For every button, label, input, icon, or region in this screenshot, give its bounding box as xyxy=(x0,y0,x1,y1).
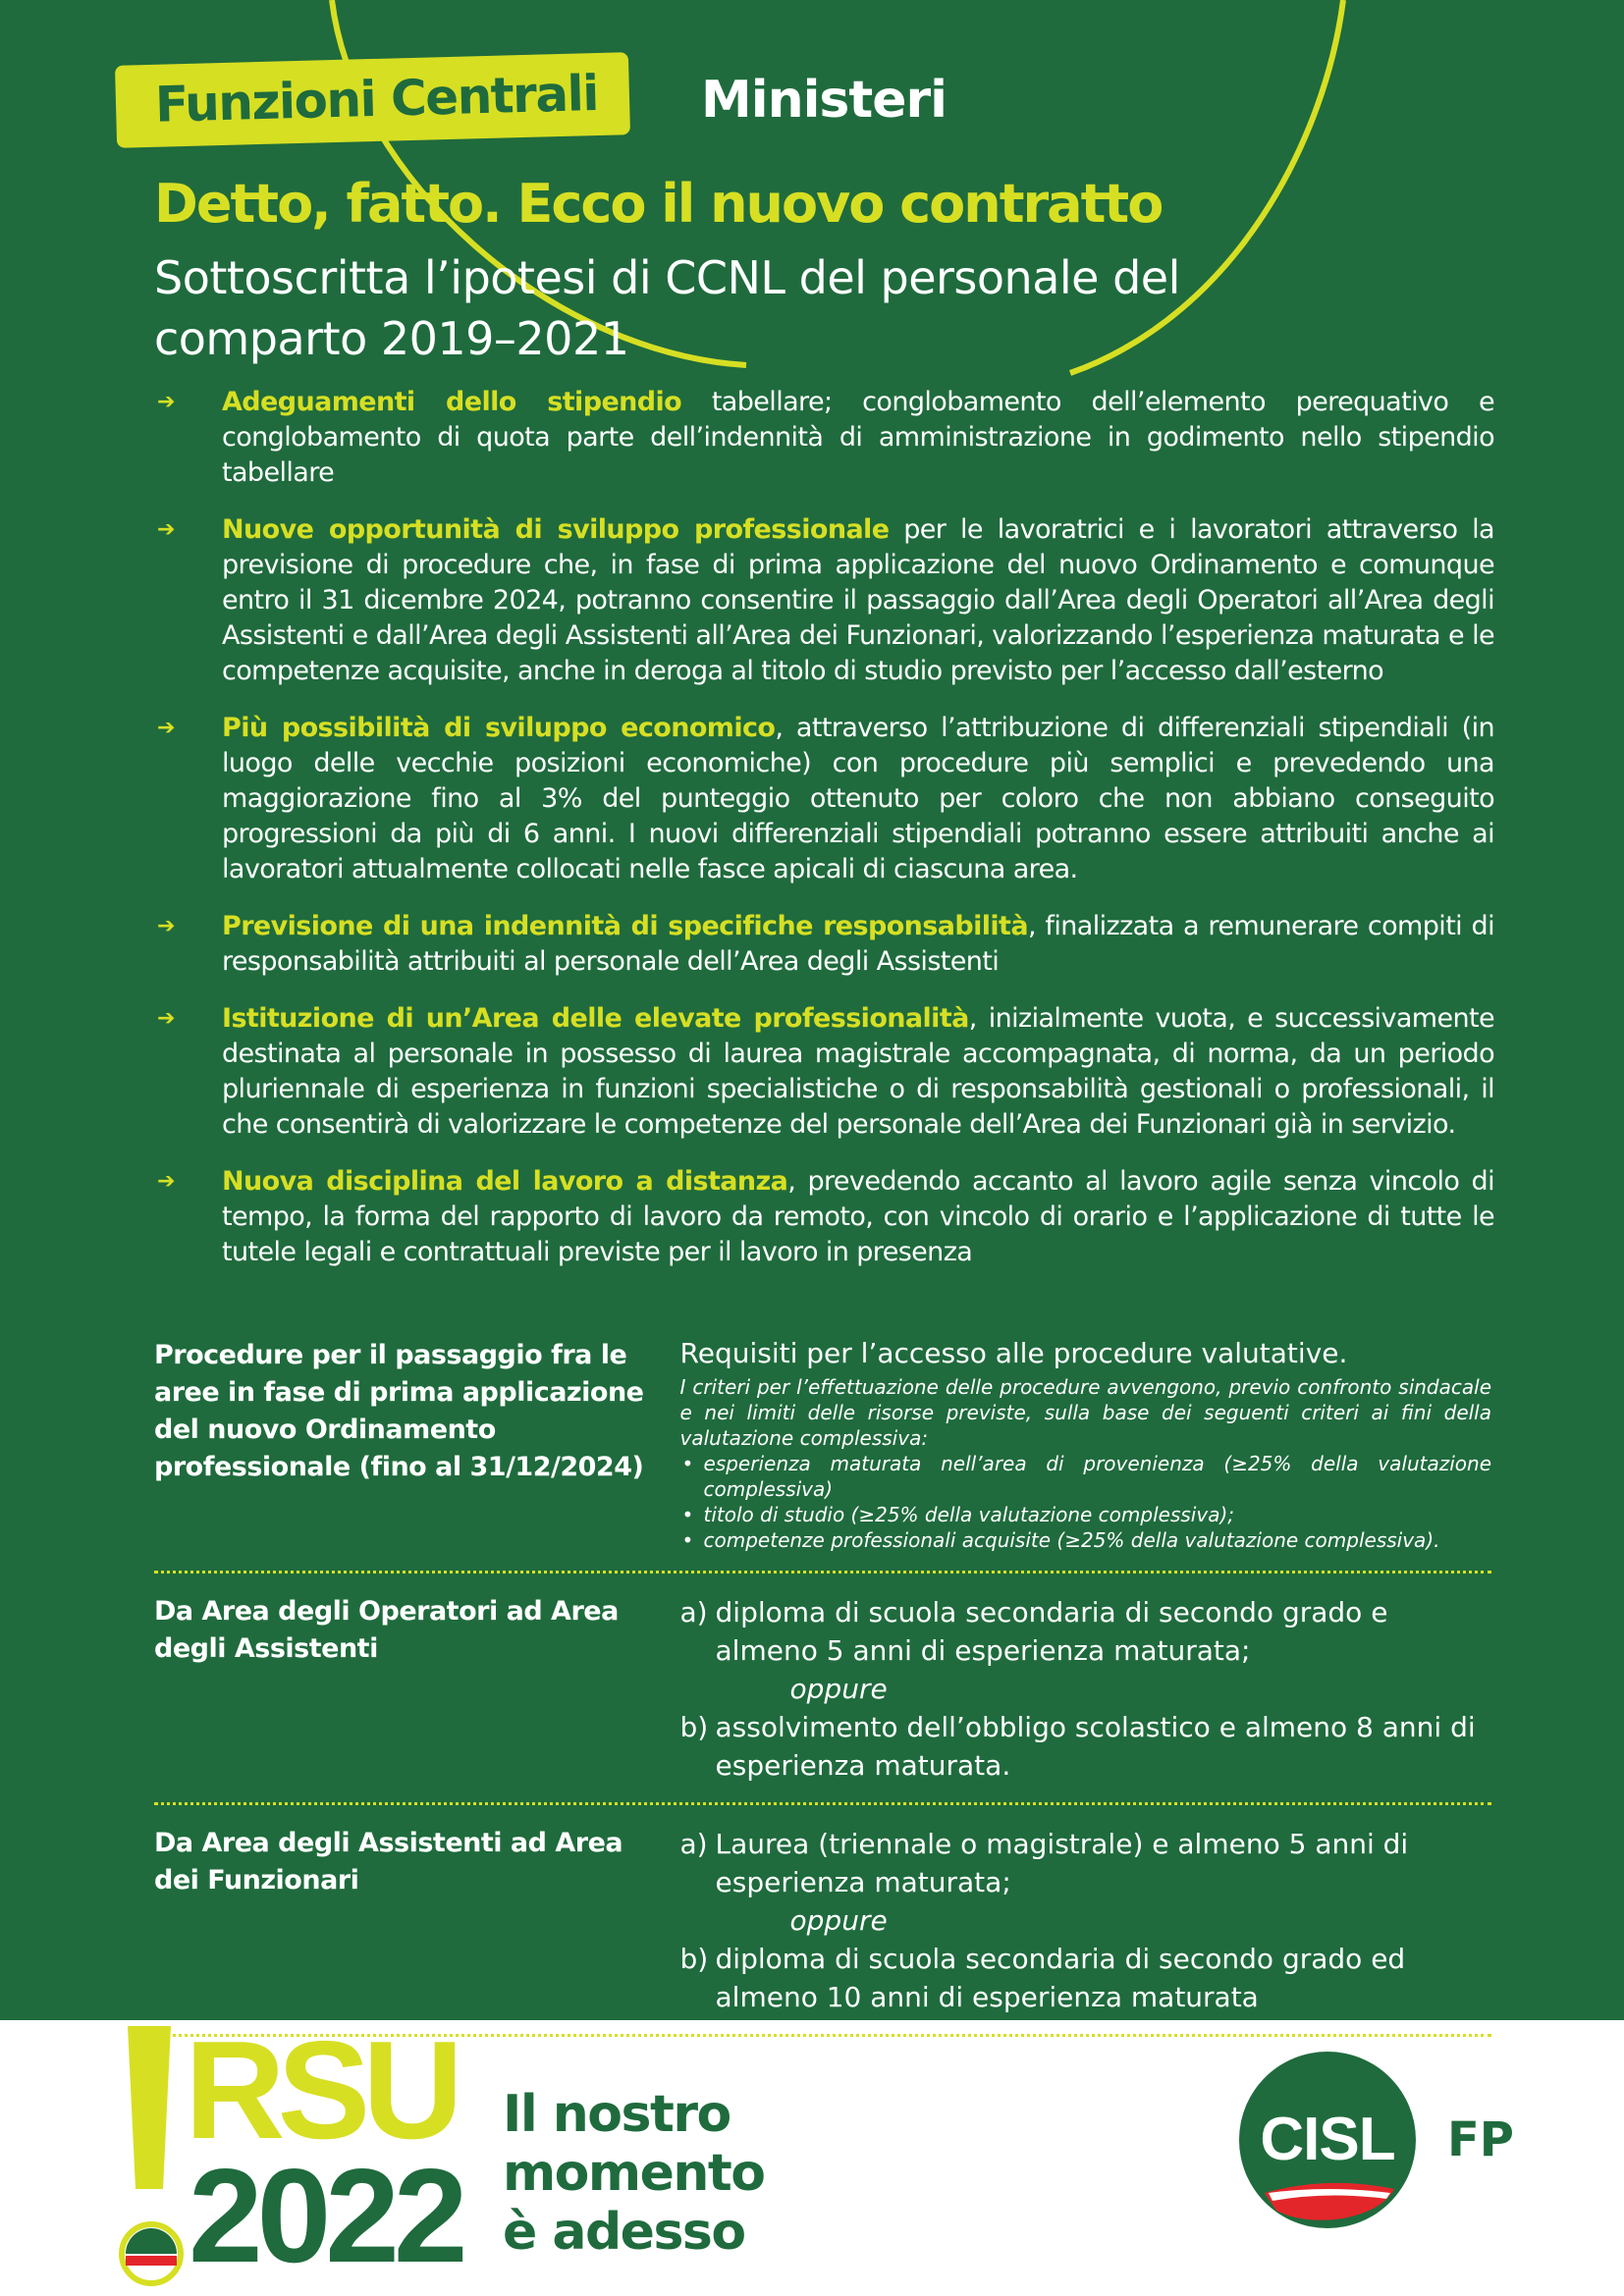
svg-text:2022: 2022 xyxy=(189,2141,462,2287)
slogan-line: Il nostro xyxy=(503,2085,731,2144)
option-a xyxy=(680,1825,1491,1901)
option-label: a) xyxy=(679,1828,708,1860)
bullet-list xyxy=(157,385,1494,1292)
option-text: diploma di scuola secondaria di secondo grado ed almeno 10 anni di esperienza maturata xyxy=(715,1943,1406,2013)
arrow-icon: ➔ xyxy=(157,517,175,542)
slogan xyxy=(503,2085,764,2262)
arrow-icon: ➔ xyxy=(157,1006,175,1031)
requirements-cell xyxy=(680,1337,1491,1553)
table-row xyxy=(154,1825,1491,2037)
bullet-item xyxy=(157,1164,1494,1270)
option-b xyxy=(680,1940,1491,2016)
bullet-lead: Istituzione di un’Area delle elevate professionalità xyxy=(222,1003,969,1034)
option-b xyxy=(680,1708,1491,1785)
arrow-icon: ➔ xyxy=(157,390,175,414)
option-text: assolvimento dell’obbligo scolastico e almeno 8 anni di esperienza maturata. xyxy=(715,1711,1476,1782)
bullet-item xyxy=(157,909,1494,980)
bullet-text: , finalizzata a remunerare compiti di responsabilità attribuiti al personale dell’Area degli Assistenti xyxy=(222,911,1494,977)
requirements-cell xyxy=(680,1593,1491,1785)
bullet-lead: Adeguamenti dello stipendio xyxy=(222,387,682,417)
bullet-item xyxy=(157,1001,1494,1143)
arrow-icon: ➔ xyxy=(157,914,175,938)
oppure-label: oppure xyxy=(789,1673,888,1705)
cisl-logo-text: CISL xyxy=(1260,2106,1395,2173)
row-heading: Da Area degli Assistenti ad Area dei Funzionari xyxy=(154,1828,623,1896)
criteria-item: • titolo di studio (≥25% della valutazione complessiva); xyxy=(680,1502,1491,1527)
section-tag: Funzioni Centrali xyxy=(115,52,630,148)
bullet-item xyxy=(157,512,1494,689)
bullet-lead: Nuova disciplina del lavoro a distanza xyxy=(222,1166,788,1197)
option-label: b) xyxy=(679,1711,709,1743)
slogan-line: momento xyxy=(503,2144,765,2203)
table-row xyxy=(154,1593,1491,1805)
oppure-label: oppure xyxy=(789,1904,888,1937)
bullet-item xyxy=(157,711,1494,887)
criteria-list xyxy=(680,1451,1491,1553)
slogan-line: è adesso xyxy=(503,2203,745,2262)
bullet-lead: Previsione di una indennità di specifiche responsabilità xyxy=(222,911,1028,941)
row-heading: Da Area degli Operatori ad Area degli Assistenti xyxy=(154,1596,619,1664)
svg-text:RSU: RSU xyxy=(185,2022,456,2168)
option-a xyxy=(680,1593,1491,1670)
headline: Detto, fatto. Ecco il nuovo contratto xyxy=(154,173,1163,235)
arrow-icon: ➔ xyxy=(157,1169,175,1194)
table-row xyxy=(154,1337,1491,1574)
arrow-icon: ➔ xyxy=(157,716,175,740)
bullet-lead: Più possibilità di sviluppo economico xyxy=(222,713,776,743)
bullet-item xyxy=(157,385,1494,491)
bullet-text: tabellare; conglobamento dell’elemento perequativo e conglobamento di quota parte dell’indennità di amministrazione in godimento nello stipendio tabellare xyxy=(222,387,1494,488)
option-label: a) xyxy=(679,1596,708,1629)
requirements-note: I criteri per l’effettuazione delle procedure avvengono, previo confronto sindacale e nei limiti delle risorse previste, sulla base dei seguenti criteri ai fini della valutazione complessiva: xyxy=(679,1375,1491,1450)
bullet-lead: Nuove opportunità di sviluppo professionale xyxy=(222,514,890,545)
subtitle: Sottoscritta l’ipotesi di CCNL del personale del comparto 2019–2021 xyxy=(154,251,1180,365)
cisl-logo xyxy=(1225,2046,1432,2242)
requirements-table xyxy=(154,1337,1491,2056)
fp-label: FP xyxy=(1447,2112,1514,2167)
rsu-2022-logo xyxy=(106,2022,479,2287)
requirements-title: Requisiti per l’accesso alle procedure valutative. xyxy=(679,1337,1348,1369)
bullet-text: , attraverso l’attribuzione di differenziali stipendiali (in luogo delle vecchie posizioni economiche) con procedure più semplici e prevedendo una maggiorazione fino al 3% del punteggio ottenuto per coloro che non abbiano conseguito progressioni da più di 6 anni. I nuovi differenziali stipendiali potranno essere attribuiti anche ai lavoratori attualmente collocati nelle fasce apicali di ciascuna area. xyxy=(222,713,1494,884)
option-text: Laurea (triennale o magistrale) e almeno 5 anni di esperienza maturata; xyxy=(715,1828,1409,1898)
row-heading: Procedure per il passaggio fra le aree in fase di prima applicazione del nuovo Ordinamento professionale (fino al 31/12/2024) xyxy=(154,1340,644,1482)
bullet-text: , inizialmente vuota, e successivamente destinata al personale in possesso di laurea magistrale accompagnata, di norma, da un periodo pluriennale di esperienza in funzioni specialistiche o di responsabilità gestionali o professionali, il che consentirà di valorizzare le competenze del personale dell’Area dei Funzionari già in servizio. xyxy=(222,1003,1494,1140)
criteria-item: • esperienza maturata nell’area di provenienza (≥25% della valutazione complessiva) xyxy=(680,1451,1491,1502)
requirements-cell xyxy=(680,1825,1491,2016)
bullet-text: per le lavoratrici e i lavoratori attraverso la previsione di procedure che, in fase di prima applicazione del nuovo Ordinamento e comunque entro il 31 dicembre 2024, potranno consentire il passaggio dall’Area degli Operatori all’Area degli Assistenti e dall’Area degli Assistenti all’Area dei Funzionari, valorizzando l’esperienza maturata e le competenze acquisite, anche in deroga al titolo di studio previsto per l’accesso dall’esterno xyxy=(222,514,1494,686)
option-text: diploma di scuola secondaria di secondo grado e almeno 5 anni di esperienza maturata; xyxy=(715,1596,1388,1667)
section-label: Ministeri xyxy=(701,71,947,130)
option-label: b) xyxy=(679,1943,709,1975)
bullet-text: , prevedendo accanto al lavoro agile senza vincolo di tempo, la forma del rapporto di lavoro da remoto, con vincolo di orario e l’applicazione di tutte le tutele legali e contrattuali previste per il lavoro in presenza xyxy=(222,1166,1494,1267)
criteria-item: • competenze professionali acquisite (≥25% della valutazione complessiva). xyxy=(680,1527,1491,1553)
